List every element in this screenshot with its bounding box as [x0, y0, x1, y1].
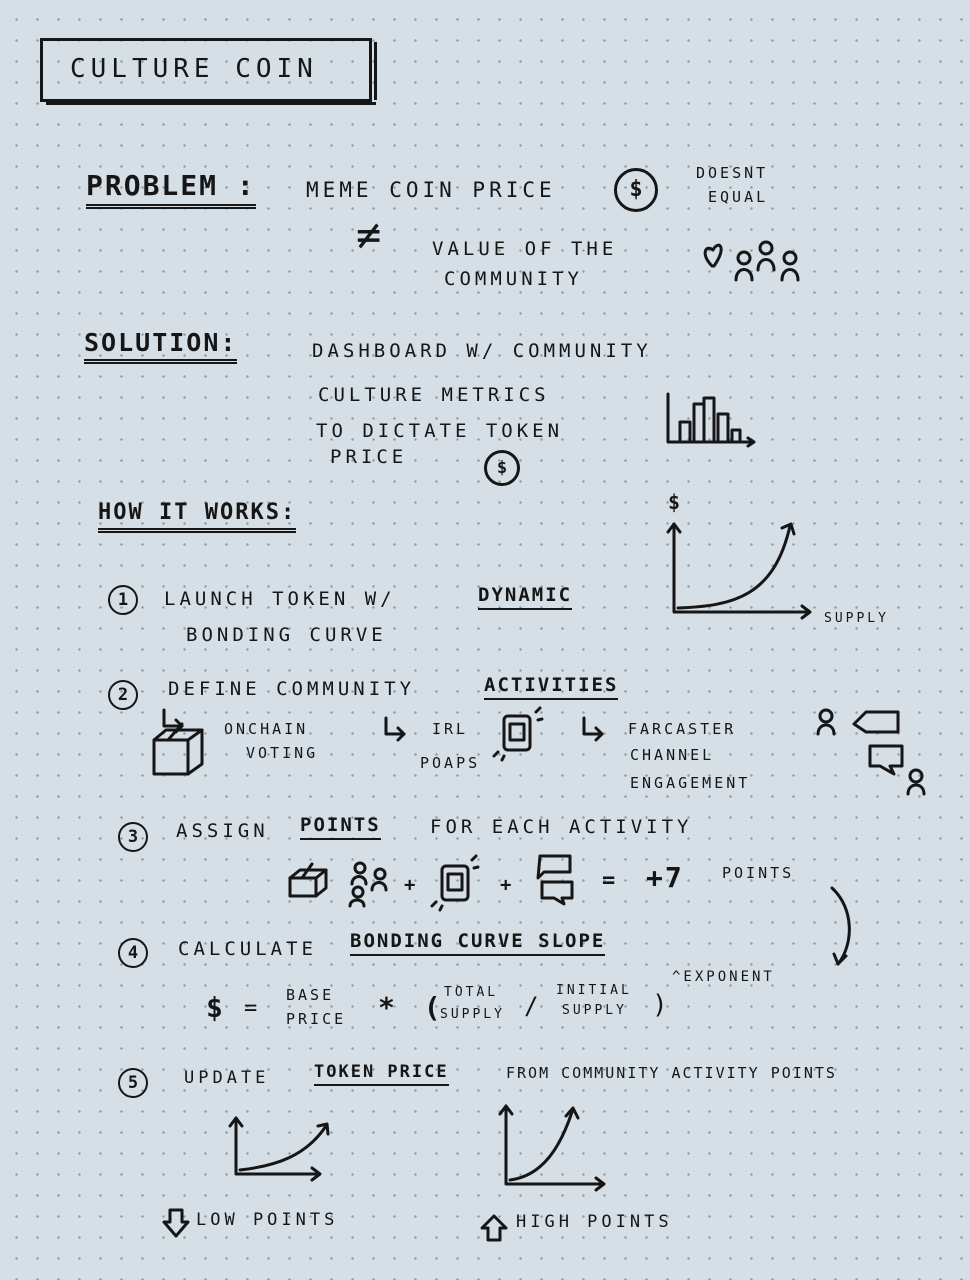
formula-exponent: ^EXPONENT [672, 969, 775, 985]
supply-chart-y-label: $ [668, 490, 681, 514]
formula-dollar: $ [206, 991, 223, 1024]
step-4-number: 4 [118, 938, 148, 968]
formula-close-paren: ) [652, 990, 668, 1020]
step-3-text: ASSIGN [176, 820, 269, 842]
formula-total-supply: SUPPLY [440, 1007, 505, 1022]
down-arrow-icon [162, 1208, 190, 1240]
step-1-number: 1 [108, 585, 138, 615]
formula-equals: = [244, 996, 258, 1021]
step-5-post: FROM COMMUNITY ACTIVITY POINTS [506, 1064, 837, 1082]
step-5-number: 5 [118, 1068, 148, 1098]
problem-line2a: VALUE OF THE [432, 238, 618, 260]
up-arrow-icon [480, 1214, 508, 1242]
step-3-emphasis: POINTS [300, 816, 381, 840]
chat-bubbles-icon [534, 852, 584, 908]
step-3-post: FOR EACH ACTIVITY [430, 816, 693, 838]
branch-arrow-icon-3 [580, 716, 610, 746]
ballot-box-icon [148, 722, 208, 778]
irl-label: IRL [432, 720, 469, 738]
step-3-number: 3 [118, 822, 148, 852]
formula-total: TOTAL [444, 985, 499, 1000]
problem-line2b: COMMUNITY [444, 268, 583, 290]
formula-initial: INITIAL [556, 983, 632, 998]
branch-arrow-icon-2 [382, 716, 412, 746]
title-box-shadow-bottom [46, 102, 376, 105]
plus-sign-2: + [500, 874, 512, 896]
title-box-shadow-line [374, 42, 377, 100]
not-equal-symbol: ≠ [356, 210, 382, 259]
step-2-emphasis: ACTIVITIES [484, 676, 618, 700]
step-1-text: LAUNCH TOKEN W/ [164, 588, 396, 610]
dollar-coin-icon: $ [614, 168, 658, 212]
high-points-chart [496, 1102, 616, 1186]
solution-line1: DASHBOARD W/ COMMUNITY [312, 340, 652, 362]
equal-label: EQUAL [708, 188, 769, 206]
formula-base: BASE [286, 986, 335, 1004]
onchain-label: ONCHAIN [224, 720, 309, 738]
step-4-emphasis: BONDING CURVE SLOPE [350, 932, 605, 956]
poaps-label: POAPS [420, 754, 481, 772]
doesnt-label: DOESNT [696, 164, 769, 182]
poap-badge-icon [494, 706, 544, 762]
bonding-curve-chart [664, 520, 824, 630]
equals-sign: = [602, 868, 616, 893]
step-2-number: 2 [108, 680, 138, 710]
solution-line2: CULTURE METRICS [318, 384, 550, 406]
low-points-label: LOW POINTS [196, 1210, 339, 1230]
problem-heading: PROBLEM : [86, 172, 256, 209]
formula-multiply: * ( [378, 991, 447, 1024]
step-1-emphasis: DYNAMIC [478, 586, 572, 610]
step-5-text: UPDATE [184, 1068, 270, 1088]
formula-initial-supply: SUPPLY [562, 1003, 627, 1018]
ballot-community-icon [286, 860, 396, 910]
formula-price: PRICE [286, 1010, 347, 1028]
solution-line3: TO DICTATE TOKEN [316, 420, 564, 442]
step-4-text: CALCULATE [178, 938, 317, 960]
engagement-label: ENGAGEMENT [630, 774, 751, 792]
step-5-emphasis: TOKEN PRICE [314, 1064, 449, 1086]
problem-line1: MEME COIN PRICE [306, 178, 556, 202]
plus-sign-1: + [404, 874, 416, 896]
curved-arrow-icon [818, 884, 858, 974]
high-points-label: HIGH POINTS [516, 1212, 673, 1232]
step-2-text: DEFINE COMMUNITY [168, 678, 416, 700]
points-label: POINTS [722, 864, 795, 882]
chat-people-icon [810, 704, 930, 804]
formula-divide: / [524, 992, 539, 1020]
supply-chart-x-label: SUPPLY [824, 611, 889, 626]
heart-community-icon [700, 236, 810, 286]
bar-chart-icon [662, 392, 762, 452]
step-1-line2: BONDING CURVE [186, 624, 387, 646]
dollar-coin-small-icon: $ [484, 450, 520, 486]
low-points-chart [226, 1114, 336, 1194]
voting-label: VOTING [246, 744, 319, 762]
solution-line4: PRICE [330, 446, 408, 468]
points-result: +7 [646, 861, 684, 894]
solution-heading: SOLUTION: [84, 330, 237, 364]
how-heading: HOW IT WORKS: [98, 502, 296, 533]
channel-label: CHANNEL [630, 746, 715, 764]
farcaster-label: FARCASTER [628, 720, 737, 738]
page-title: CULTURE COIN [70, 54, 318, 84]
poap-badge-icon-2 [432, 856, 482, 912]
